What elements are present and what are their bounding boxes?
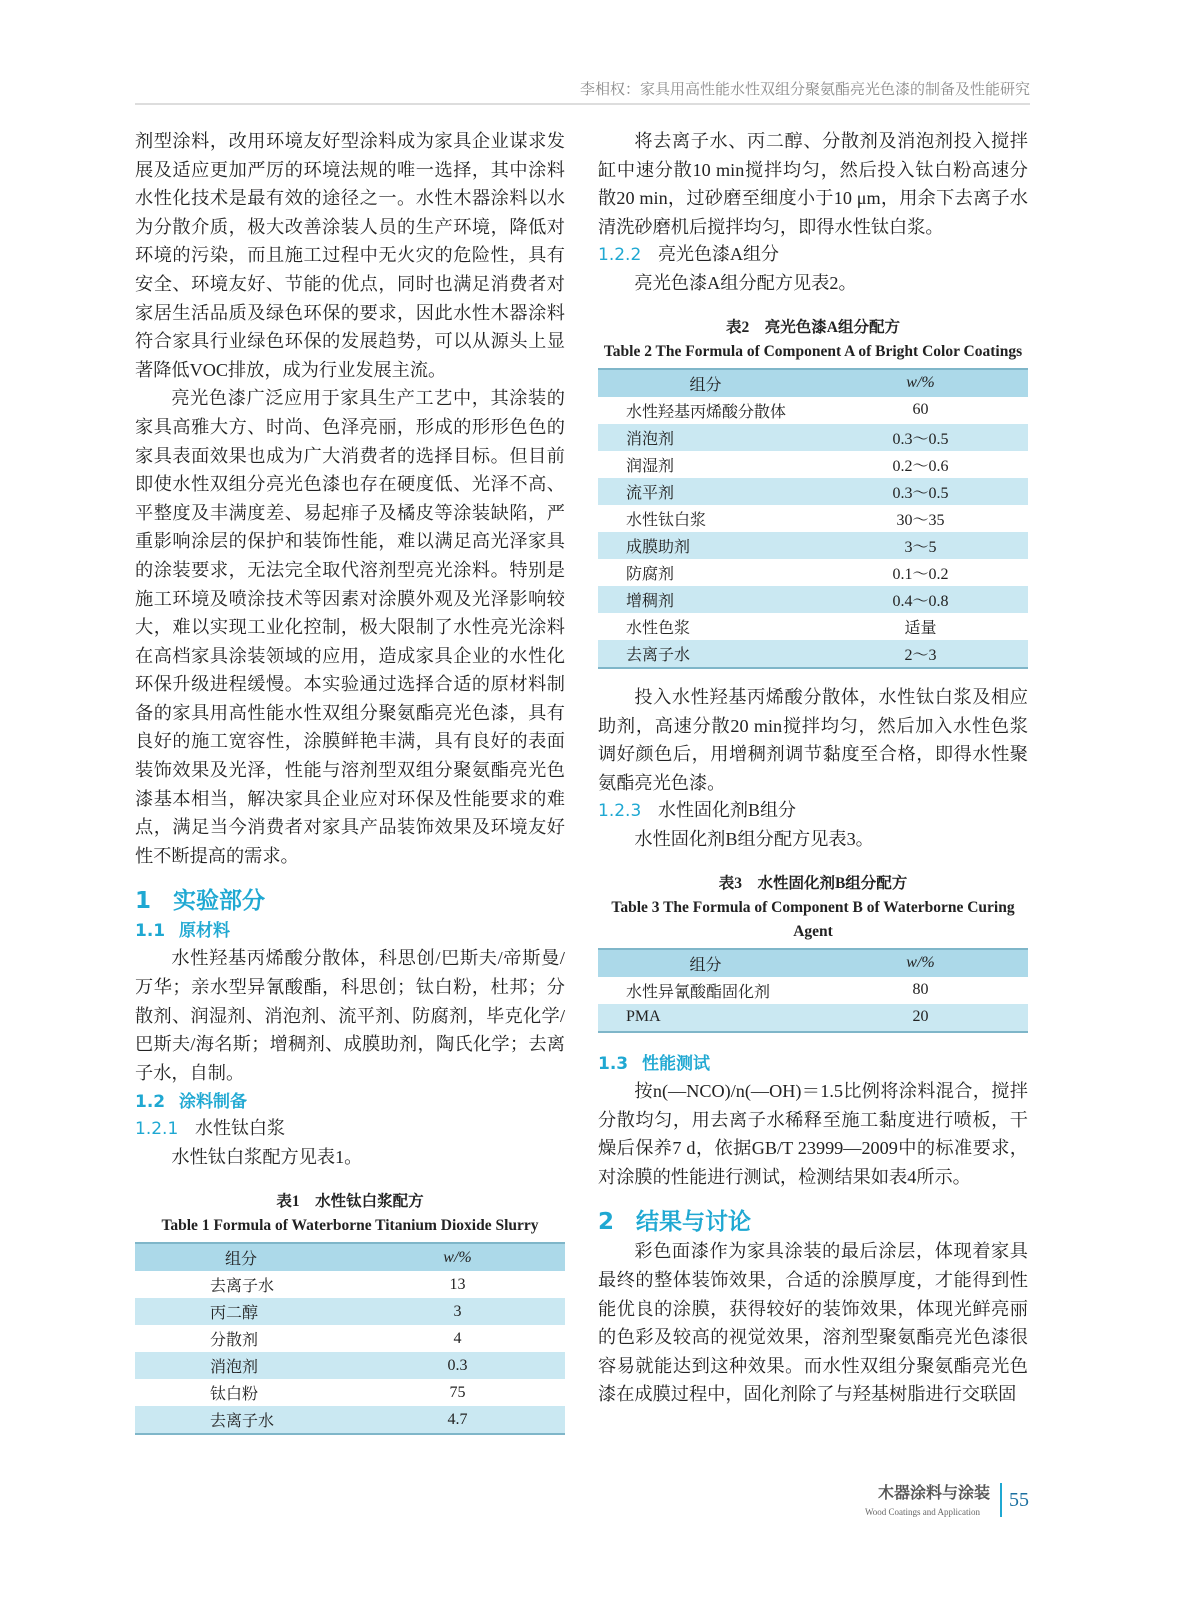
footer-divider <box>1000 1483 1002 1517</box>
table-row <box>598 532 1028 559</box>
paragraph: 亮光色漆广泛应用于家具生产工艺中，其涂装的家具高雅大方、时尚、色泽亮丽，形成的形形色色的家具表面效果也成为广大消费者的选择目标。但目前即使水性双组分亮光色漆也存在硬度低、光泽不高、平整度及丰满度差、易起痱子及橘皮等涂装缺陷，严重影响涂层的保护和装饰性能，难以满足高光泽家具的涂装要求，无法完全取代溶剂型亮光涂料。特别是施工环境及喷涂技术等因素对涂膜外观及光泽影响较大，难以实现工业化控制，极大限制了水性亮光涂料在高档家具涂装领域的应用，造成家具企业的水性化环保升级进程缓慢。本实验通过选择合适的原材料制备的家具用高性能水性双组分聚氨酯亮光色漆，具有良好的施工宽容性，涂膜鲜艳丰满，具有良好的表面装饰效果及光泽，性能与溶剂型双组分聚氨酯亮光色漆基本相当，解决家具企业应对环保及性能要求的难点，满足当今消费者对家具产品装饰效果及环境友好性不断提高的需求。 <box>135 388 565 866</box>
page-footer <box>865 1483 1035 1528</box>
weight-cell: 0.4～0.8 <box>892 592 949 610</box>
table-row <box>598 586 1028 613</box>
component-cell: 水性羟基丙烯酸分散体 <box>626 403 787 421</box>
component-cell: 流平剂 <box>626 484 675 502</box>
section-heading-1-3: 1.3 性能测试 <box>598 1053 710 1074</box>
table-row <box>598 977 1028 1004</box>
table-header: w/% <box>906 954 935 972</box>
paragraph: 剂型涂料，改用环境友好型涂料成为家具企业谋求发展及适应更加严厉的环境法规的唯一选择，其中涂料水性化技术是最有效的途径之一。水性木器涂料以水为分散介质，极大改善涂装人员的生产环境，降低对环境的污染，而且施工过程中无火灾的危险性，具有安全、环境友好、节能的优点，同时也满足消费者对家居生活品质及绿色环保的要求，因此水性木器涂料符合家具行业绿色环保的发展趋势，可以从源头上显著降低VOC排放，成为行业发展主流。 <box>135 131 565 380</box>
weight-cell: 60 <box>912 401 929 419</box>
table-row <box>598 559 1028 586</box>
section-heading-1-2: 1.2 涂料制备 <box>135 1092 247 1113</box>
two-column-body <box>135 127 1028 1449</box>
component-cell: 丙二醇 <box>210 1305 259 1322</box>
weight-cell: 0.3 <box>447 1356 468 1374</box>
weight-cell: 20 <box>912 1008 929 1026</box>
table-header: 组分 <box>689 956 722 974</box>
table-row <box>135 1271 565 1298</box>
component-cell: 消泡剂 <box>210 1359 259 1376</box>
component-cell: 钛白粉 <box>210 1386 259 1403</box>
section-heading-1-2-3: 1.2.3 水性固化剂B组分 <box>598 800 797 822</box>
weight-cell: 4 <box>453 1329 462 1347</box>
weight-cell: 2～3 <box>904 646 937 664</box>
paragraph: 水性钛白浆配方见表1。 <box>171 1147 363 1168</box>
table-row <box>135 1406 565 1434</box>
section-heading-2: 2 结果与讨论 <box>598 1209 751 1236</box>
page-number: 55 <box>1009 1489 1029 1511</box>
table-row <box>598 640 1028 668</box>
table2-caption-en: Table 2 The Formula of Component A of Bright Color Coatings <box>603 342 1023 360</box>
weight-cell: 4.7 <box>447 1410 468 1428</box>
weight-cell: 0.3～0.5 <box>892 484 949 502</box>
table2 <box>598 368 1028 669</box>
component-cell: 去离子水 <box>210 1278 275 1295</box>
component-cell: 分散剂 <box>210 1332 259 1349</box>
table-header: 组分 <box>225 1251 258 1268</box>
table-row <box>135 1325 565 1352</box>
section-heading-1-2-1: 1.2.1 水性钛白浆 <box>135 1118 285 1140</box>
weight-cell: 75 <box>449 1383 466 1401</box>
table2-caption-cn: 表2 亮光色漆A组分配方 <box>726 318 900 336</box>
component-cell: 去离子水 <box>210 1413 275 1430</box>
weight-cell: 0.1～0.2 <box>892 565 949 583</box>
table-row <box>598 505 1028 532</box>
component-cell: 水性色浆 <box>626 619 691 637</box>
table-header: w/% <box>443 1248 472 1266</box>
table-row <box>135 1379 565 1406</box>
page-header <box>135 78 1030 105</box>
table-header: w/% <box>906 374 935 392</box>
journal-name-cn: 木器涂料与涂装 <box>878 1483 991 1502</box>
component-cell: PMA <box>626 1008 661 1026</box>
section-heading-1: 1 实验部分 <box>135 888 265 915</box>
component-cell: 成膜助剂 <box>626 538 691 556</box>
table-row <box>598 397 1028 424</box>
section-heading-1-1: 1.1 原材料 <box>135 921 230 942</box>
component-cell: 防腐剂 <box>626 565 675 583</box>
table3 <box>598 948 1028 1033</box>
component-cell: 水性异氰酸酯固化剂 <box>626 983 771 1001</box>
component-cell: 润湿剂 <box>626 457 675 475</box>
table-header: 组分 <box>689 376 722 394</box>
right-column <box>598 127 1028 1449</box>
weight-cell: 0.3～0.5 <box>892 430 949 448</box>
table1-caption-cn: 表1 水性钛白浆配方 <box>276 1193 424 1210</box>
paragraph: 将去离子水、丙二醇、分散剂及消泡剂投入搅拌缸中速分散10 min搅拌均匀，然后投入钛白粉高速分散20 min，过砂磨至细度小于10 μm，用余下去离子水清洗砂磨机后搅拌均匀，即得水性钛白浆。 <box>598 131 1028 237</box>
weight-cell: 0.2～0.6 <box>892 457 949 475</box>
left-column <box>135 127 565 1449</box>
journal-name-en: Wood Coatings and Application <box>865 1507 981 1517</box>
table-row <box>135 1298 565 1325</box>
table-row <box>135 1352 565 1379</box>
component-cell: 去离子水 <box>626 646 691 664</box>
weight-cell: 30～35 <box>896 511 945 529</box>
section-heading-1-2-2: 1.2.2 亮光色漆A组分 <box>598 244 779 266</box>
table3-caption-en: Table 3 The Formula of Component B of Waterborne Curing Agent <box>611 898 1015 940</box>
running-head: 李相权：家具用高性能水性双组分聚氨酯亮光色漆的制备及性能研究 <box>579 80 1030 98</box>
weight-cell: 3 <box>453 1302 462 1320</box>
paragraph: 投入水性羟基丙烯酸分散体，水性钛白浆及相应助剂，高速分散20 min搅拌均匀，然后加入水性色浆调好颜色后，用增稠剂调节黏度至合格，即得水性聚氨酯亮光色漆。 <box>598 686 1028 793</box>
weight-cell: 80 <box>912 981 929 999</box>
table-row <box>598 451 1028 478</box>
component-cell: 水性钛白浆 <box>626 511 707 529</box>
component-cell: 增稠剂 <box>626 592 675 610</box>
weight-cell: 13 <box>449 1275 466 1293</box>
table3-caption-cn: 表3 水性固化剂B组分配方 <box>718 874 908 892</box>
paragraph: 按n(—NCO)/n(—OH)＝1.5比例将涂料混合，搅拌分散均匀，用去离子水稀释至施工黏度进行喷板，干燥后保养7 d，依据GB/T 23999—2009中的标准要求，对涂膜的性能进行测试，检测结果如表4所示。 <box>598 1080 1028 1187</box>
table-row <box>598 1004 1028 1032</box>
paragraph: 水性羟基丙烯酸分散体，科思创/巴斯夫/帝斯曼/万华；亲水型异氰酸酯，科思创；钛白粉，杜邦；分散剂、润湿剂、消泡剂、流平剂、防腐剂，毕克化学/巴斯夫/海名斯；增稠剂、成膜助剂，陶氏化学；去离子水，自制。 <box>135 948 565 1083</box>
table-row <box>598 613 1028 640</box>
paragraph: 彩色面漆作为家具涂装的最后涂层，体现着家具最终的整体装饰效果，合适的涂膜厚度，才能得到性能优良的涂膜，获得较好的装饰效果，体现光鲜亮丽的色彩及较高的视觉效果，溶剂型聚氨酯亮光色漆很容易就能达到这种效果。而水性双组分聚氨酯亮光色漆在成膜过程中，固化剂除了与羟基树脂进行交联固 <box>598 1241 1028 1405</box>
weight-cell: 3～5 <box>904 538 937 556</box>
weight-cell: 适量 <box>904 619 937 637</box>
table1 <box>135 1242 565 1435</box>
component-cell: 消泡剂 <box>626 430 675 448</box>
table-row <box>598 478 1028 505</box>
table-row <box>598 424 1028 451</box>
table1-caption-en: Table 1 Formula of Waterborne Titanium Dioxide Slurry <box>161 1217 539 1234</box>
paragraph: 亮光色漆A组分配方见表2。 <box>634 273 857 294</box>
paragraph: 水性固化剂B组分配方见表3。 <box>634 829 874 850</box>
